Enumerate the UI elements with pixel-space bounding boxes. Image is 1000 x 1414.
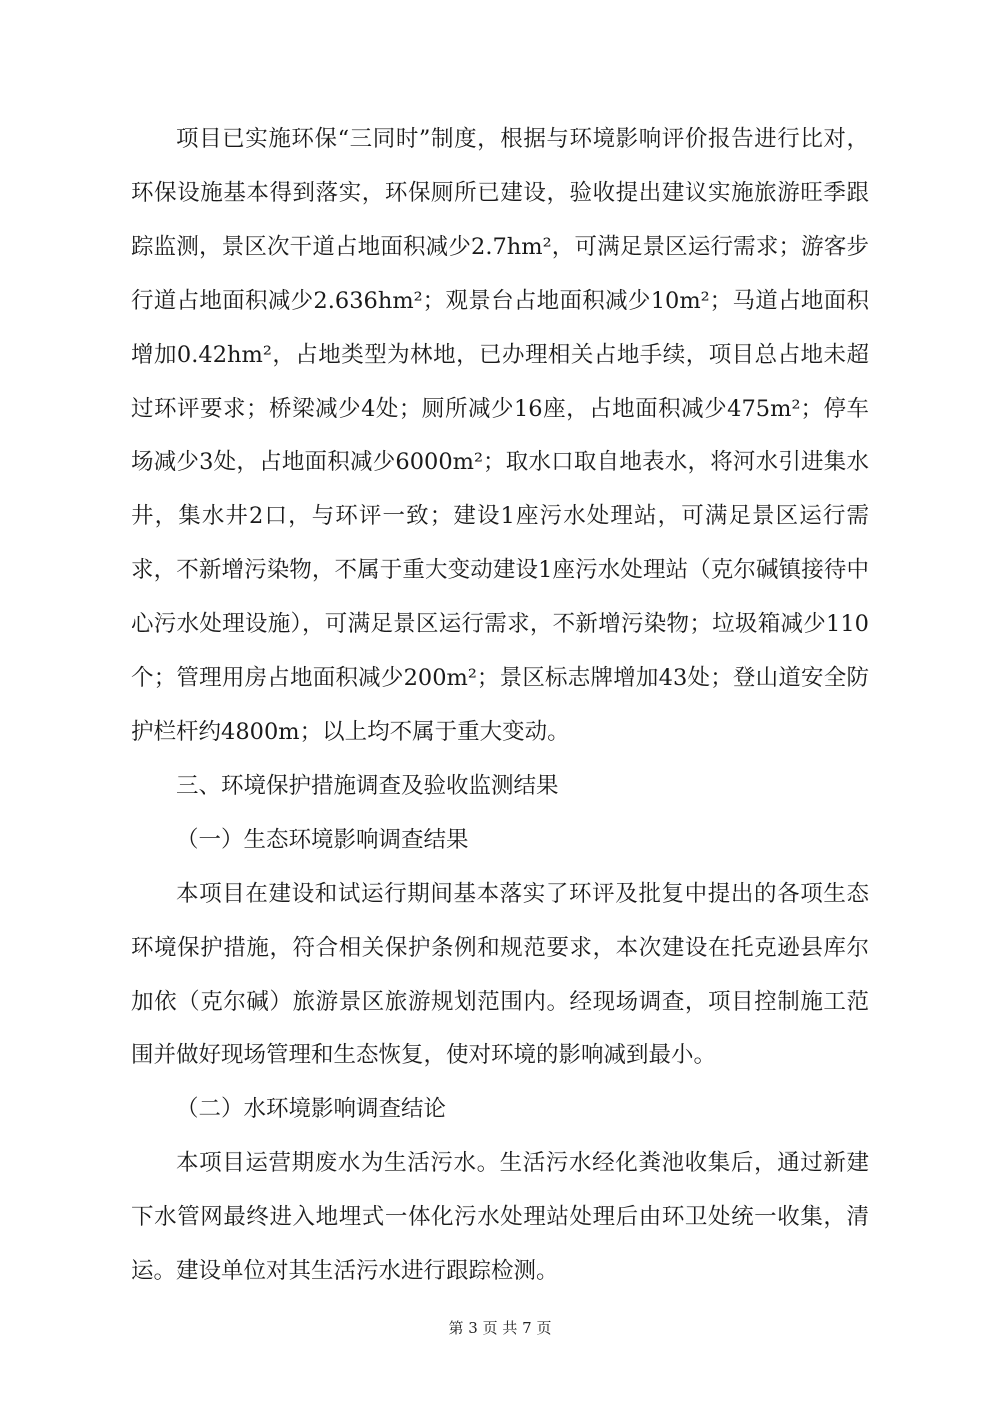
- paragraph-project-summary: 项目已实施环保“三同时”制度，根据与环境影响评价报告进行比对，环保设施基本得到落实，环保厕所已建设，验收提出建议实施旅游旺季跟踪监测，景区次干道占地面积减少2.7hm²，可满足景区运行需求；游客步行道占地面积减少2.636hm²；观景台占地面积减少10m²；马道占地面积增加0.42hm²，占地类型为林地，已办理相关占地手续，项目总占地未超过环评要求；桥梁减少4处；厕所减少16座，占地面积减少475m²；停车场减少3处，占地面积减少6000m²；取水口取自地表水，将河水引进集水井，集水井2口，与环评一致；建设1座污水处理站，可满足景区运行需求，不新增污染物，不属于重大变动建设1座污水处理站（克尔碱镇接待中心污水处理设施），可满足景区运行需求，不新增污染物；垃圾箱减少110个；管理用房占地面积减少200m²；景区标志牌增加43处；登山道安全防护栏杆约4800m；以上均不属于重大变动。: [131, 126, 869, 745]
- paragraph-water-impact: 本项目运营期废水为生活污水。生活污水经化粪池收集后，通过新建下水管网最终进入地埋式一体化污水处理站处理后由环卫处统一收集，清运。建设单位对其生活污水进行跟踪检测。: [131, 1150, 869, 1285]
- page-number-footer: 第 3 页 共 7 页: [448, 1319, 552, 1337]
- subheading-ecological-impact: （一）生态环境影响调查结果: [176, 826, 469, 853]
- subheading-water-impact: （二）水环境影响调查结论: [176, 1096, 447, 1123]
- section-heading-environmental-measures: 三、环境保护措施调查及验收监测结果: [176, 772, 559, 799]
- paragraph-ecological-impact: 本项目在建设和试运行期间基本落实了环评及批复中提出的各项生态环境保护措施，符合相关保护条例和规范要求，本次建设在托克逊县库尔加依（克尔碱）旅游景区旅游规划范围内。经现场调查，项目控制施工范围并做好现场管理和生态恢复，使对环境的影响减到最小。: [131, 880, 869, 1069]
